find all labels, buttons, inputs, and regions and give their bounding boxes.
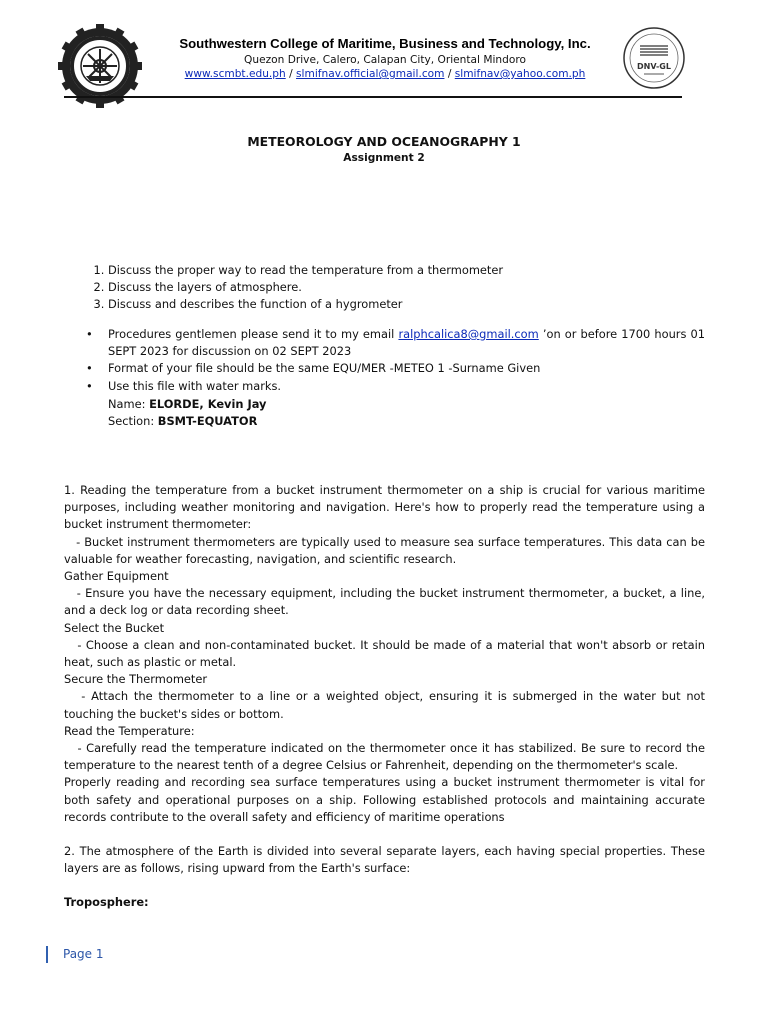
website-link[interactable]: www.scmbt.edu.ph [184, 68, 286, 80]
paragraph: - Attach the thermometer to a line or a weighted object, ensuring it is submerged in the water but not touching the bucket's sides or bottom. [64, 689, 709, 721]
link-separator: / [444, 68, 455, 80]
student-section: BSMT-EQUATOR [157, 414, 258, 429]
list-item: 3. Discuss and describes the function of a hygrometer [108, 296, 708, 313]
section-heading: Troposphere: [64, 895, 149, 910]
paragraph: - Choose a clean and non-contaminated bucket. It should be made of a material that won't absorb or retain heat, such as plastic or metal. [64, 637, 709, 670]
yahoo-email-link[interactable]: slmifnav@yahoo.com.ph [454, 68, 586, 80]
student-name: ELORDE, Kevin Jay [149, 397, 267, 411]
task-list [64, 262, 708, 314]
student-section-line: Section: BSMT-EQUATOR [108, 414, 258, 429]
instructor-email-link[interactable]: ralphcalica8@gmail.com [398, 327, 539, 341]
spacer [64, 877, 705, 894]
paragraph: 2. The atmosphere of the Earth is divided into several separate layers, each having special properties. These layers are as follows, rising upward from the Earth's surface: [64, 844, 705, 876]
letterhead [140, 36, 630, 80]
footer-accent-bar [46, 946, 48, 963]
list-item: • Use this file with water marks. [108, 378, 705, 395]
paragraph: 1. Reading the temperature from a bucket instrument thermometer on a ship is crucial for various maritime purposes, including weather monitoring and navigation. Here's how to properly read the temperature using a bucket instrument thermometer: [64, 483, 705, 532]
list-item: 2. Discuss the layers of atmosphere. [108, 279, 708, 296]
list-item: • Format of your file should be the same EQU/MER -METEO 1 -Surname Given [108, 360, 705, 377]
student-info [108, 396, 266, 430]
paragraph: - Carefully read the temperature indicated on the thermometer once it has stabilized. Be sure to record the temperature to the nearest tenth of a degree Celsius or Fahrenheit, depending on the thermometer's scale. [64, 741, 709, 773]
list-item: 1. Discuss the proper way to read the temperature from a thermometer [108, 262, 708, 279]
institution-address: Quezon Drive, Calero, Calapan City, Oriental Mindoro [244, 54, 526, 66]
instruction-list [64, 326, 705, 395]
institution-name: Southwestern College of Maritime, Business and Technology, Inc. [179, 36, 591, 51]
paragraph: - Ensure you have the necessary equipment, including the bucket instrument thermometer, a bucket, a line, and a deck log or data recording sheet. [64, 586, 709, 618]
section-heading: Select the Bucket [64, 620, 165, 635]
section-heading: Gather Equipment [64, 569, 169, 584]
paragraph: - Bucket instrument thermometers are typically used to measure sea surface temperatures. This data can be valuable for weather forecasting, navigation, and scientific research. [64, 534, 709, 566]
link-separator: / [285, 68, 297, 80]
cert-logo-text: DNV-GL [637, 62, 671, 71]
header-rule [64, 96, 682, 98]
student-name-line: Name: ELORDE, Kevin Jay [108, 397, 267, 411]
certification-seal-logo [622, 26, 686, 90]
section-heading: Secure the Thermometer [64, 672, 208, 687]
paragraph: Properly reading and recording sea surface temperatures using a bucket instrument thermometer is vital for both safety and operational purposes on a ship. Following established protocols and maintaining accurate records contribute to the overall safety and efficiency of maritime operations [64, 775, 705, 824]
document-title: METEOROLOGY AND OCEANOGRAPHY 1 [247, 134, 521, 149]
document-subtitle: Assignment 2 [343, 152, 425, 164]
contact-links [140, 68, 630, 80]
list-item: • Procedures gentlemen please send it to my email ralphcalica8@gmail.com ’on or before 1700 hours 01 SEPT 2023 for discussion on 02 SEPT 2023 [108, 326, 705, 360]
answer-body [64, 482, 709, 912]
section-heading: Read the Temperature: [64, 723, 195, 738]
spacer [64, 826, 705, 843]
page-number: Page 1 [63, 947, 104, 961]
official-email-link[interactable]: slmifnav.official@gmail.com [296, 68, 445, 80]
